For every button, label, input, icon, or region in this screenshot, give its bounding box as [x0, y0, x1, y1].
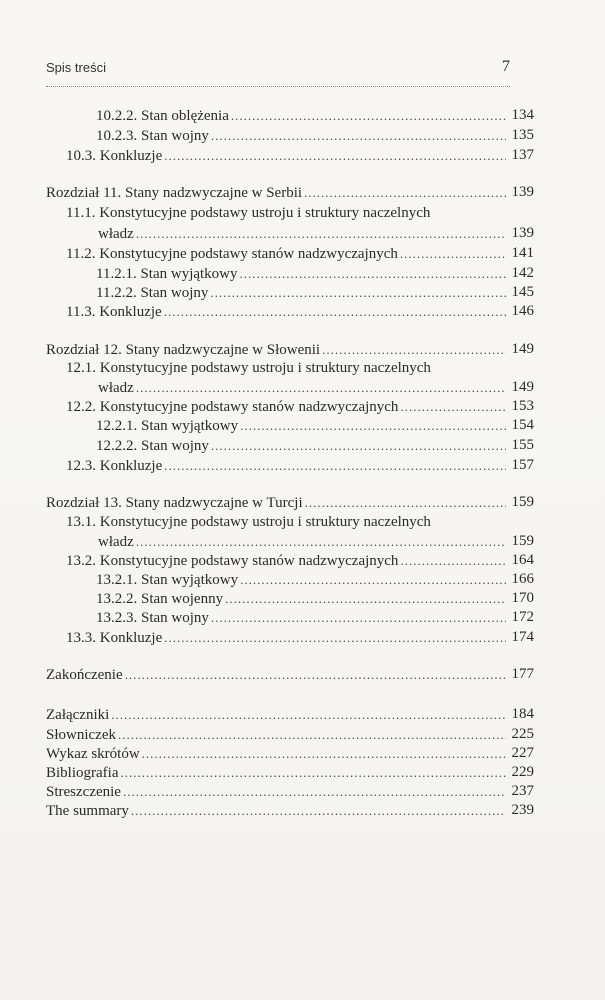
toc-entry-label: 11.1. Konstytucyjne podstawy ustroju i struktury naczelnych [66, 205, 431, 221]
toc-entry-label: 10.2.2. Stan oblężenia [96, 108, 229, 124]
dot-leader [400, 244, 506, 263]
toc-entry-label: 12.2.2. Stan wojny [96, 438, 209, 454]
dot-leader [400, 397, 506, 416]
toc-entry-page: 153 [511, 398, 534, 414]
toc-entry-label: Słowniczek [46, 727, 116, 743]
toc-entry [98, 378, 534, 397]
toc-entry-page: 154 [511, 417, 534, 433]
toc-entry-page: 184 [511, 706, 534, 722]
toc-entry-label: Bibliografia [46, 765, 119, 781]
toc-backmatter-entry [46, 782, 534, 801]
toc-entry [96, 106, 534, 125]
dot-leader [136, 224, 506, 243]
dot-leader [304, 183, 506, 202]
dot-leader [211, 126, 506, 145]
page-number: 7 [502, 58, 510, 75]
toc-entry-label: 10.3. Konkluzje [66, 148, 163, 164]
toc-entry-label: władz [98, 226, 134, 242]
toc-entry-label: The summary [46, 803, 129, 819]
toc-chapter-entry [46, 493, 534, 512]
toc-backmatter-entry [46, 744, 534, 763]
toc-entry [96, 589, 534, 608]
toc-entry-page: 135 [511, 127, 534, 143]
toc-entry [66, 302, 534, 321]
toc-entry [66, 551, 534, 570]
dot-leader [231, 106, 506, 125]
toc-entry-page: 155 [511, 437, 534, 453]
toc-entry-page: 137 [511, 147, 534, 163]
toc-entry-label: Rozdział 13. Stany nadzwyczajne w Turcji [46, 495, 303, 511]
dot-leader [240, 264, 506, 283]
toc-entry-label: 13.2.2. Stan wojenny [96, 591, 224, 607]
toc-entry-page: 239 [511, 802, 534, 818]
toc-entry-page: 225 [511, 726, 534, 742]
toc-entry-label: władz [98, 380, 134, 396]
toc-entry-page: 149 [511, 341, 534, 357]
running-header [46, 60, 510, 88]
toc-entry-page: 145 [511, 284, 534, 300]
toc-entry-label: 13.3. Konkluzje [66, 630, 163, 646]
toc-chapter-entry [46, 183, 534, 202]
toc-entry-label: Wykaz skrótów [46, 746, 140, 762]
toc-entry-label: Załączniki [46, 707, 110, 723]
toc-entry-label: 13.2.1. Stan wyjątkowy [96, 572, 239, 588]
toc-entry [66, 244, 534, 263]
toc-entry [96, 283, 534, 302]
toc-entry-page: 134 [511, 107, 534, 123]
toc-entry-page: 170 [511, 590, 534, 606]
dot-leader [400, 551, 506, 570]
toc-entry-label: 13.2.3. Stan wojny [96, 610, 209, 626]
toc-entry-page: 159 [511, 533, 534, 549]
toc-entry [66, 146, 534, 165]
toc-chapter-entry [46, 340, 534, 359]
toc-entry [66, 628, 534, 647]
toc-entry [96, 264, 534, 283]
dot-leader [136, 378, 506, 397]
dot-leader [164, 628, 506, 647]
toc-entry-page: 229 [511, 764, 534, 780]
toc-entry-label: Rozdział 12. Stany nadzwyczajne w Słowenii [46, 342, 321, 358]
toc-entry-page: 177 [511, 666, 534, 682]
dot-leader [164, 456, 506, 475]
toc-entry-label: 11.2.1. Stan wyjątkowy [96, 266, 238, 282]
toc-entry-page: 159 [511, 494, 534, 510]
dot-leader [118, 725, 506, 744]
toc-chapter-entry [46, 665, 534, 684]
toc-entry [66, 456, 534, 475]
toc-entry-label: władz [98, 534, 134, 550]
dot-leader [123, 782, 506, 801]
toc-entry-label: 12.2.1. Stan wyjątkowy [96, 418, 239, 434]
header-dotted-rule [46, 86, 510, 87]
toc-entry-page: 237 [511, 783, 534, 799]
toc-entry-page: 164 [511, 552, 534, 568]
toc-entry [98, 224, 534, 243]
toc-entry-page: 141 [511, 245, 534, 261]
toc-entry-label: Rozdział 11. Stany nadzwyczajne w Serbii [46, 185, 303, 201]
dot-leader [120, 763, 506, 782]
dot-leader [211, 608, 506, 627]
dot-leader [164, 146, 506, 165]
toc-entry [96, 126, 534, 145]
toc-entry-label: 12.3. Konkluzje [66, 458, 163, 474]
dot-leader [125, 665, 506, 684]
dot-leader [322, 340, 506, 359]
toc-entry-page: 149 [511, 379, 534, 395]
toc-entry-page: 142 [511, 265, 534, 281]
toc-entry-page: 174 [511, 629, 534, 645]
dot-leader [210, 283, 506, 302]
toc-entry [96, 570, 534, 589]
toc-entry-page: 139 [511, 225, 534, 241]
toc-entry [96, 416, 534, 435]
toc-entry [66, 397, 534, 416]
running-header-title: Spis treści [46, 60, 106, 75]
toc-entry-label: 13.2. Konstytucyjne podstawy stanów nadzwyczajnych [66, 553, 399, 569]
dot-leader [111, 705, 506, 724]
dot-leader [305, 493, 506, 512]
toc-entry-page: 146 [511, 303, 534, 319]
toc-entry-label: 10.2.3. Stan wojny [96, 128, 209, 144]
dot-leader [136, 532, 506, 551]
dot-leader [225, 589, 506, 608]
toc-entry [96, 608, 534, 627]
dot-leader [131, 801, 506, 820]
toc-entry-label: 11.2. Konstytucyjne podstawy stanów nadzwyczajnych [66, 246, 398, 262]
toc-entry [98, 532, 534, 551]
toc-entry-label: Zakończenie [46, 667, 123, 683]
toc-entry-label: 11.2.2. Stan wojny [96, 285, 209, 301]
dot-leader [240, 570, 506, 589]
toc-entry-page: 227 [511, 745, 534, 761]
toc-entry-page: 139 [511, 184, 534, 200]
dot-leader [240, 416, 506, 435]
toc-backmatter-entry [46, 763, 534, 782]
toc-entry-page: 157 [511, 457, 534, 473]
toc-entry-page: 172 [511, 609, 534, 625]
toc-entry-label: 12.1. Konstytucyjne podstawy ustroju i struktury naczelnych [66, 360, 431, 376]
toc-entry [96, 436, 534, 455]
dot-leader [211, 436, 506, 455]
toc-entry-page: 166 [511, 571, 534, 587]
toc-entry-label: Streszczenie [46, 784, 121, 800]
toc-entry-label: 11.3. Konkluzje [66, 304, 162, 320]
dot-leader [142, 744, 506, 763]
toc-entry-label: 12.2. Konstytucyjne podstawy stanów nadzwyczajnych [66, 399, 399, 415]
dot-leader [164, 302, 506, 321]
toc-entry-label: 13.1. Konstytucyjne podstawy ustroju i struktury naczelnych [66, 514, 431, 530]
toc-backmatter-entry [46, 725, 534, 744]
toc-backmatter-entry [46, 705, 534, 724]
toc-backmatter-entry [46, 801, 534, 820]
